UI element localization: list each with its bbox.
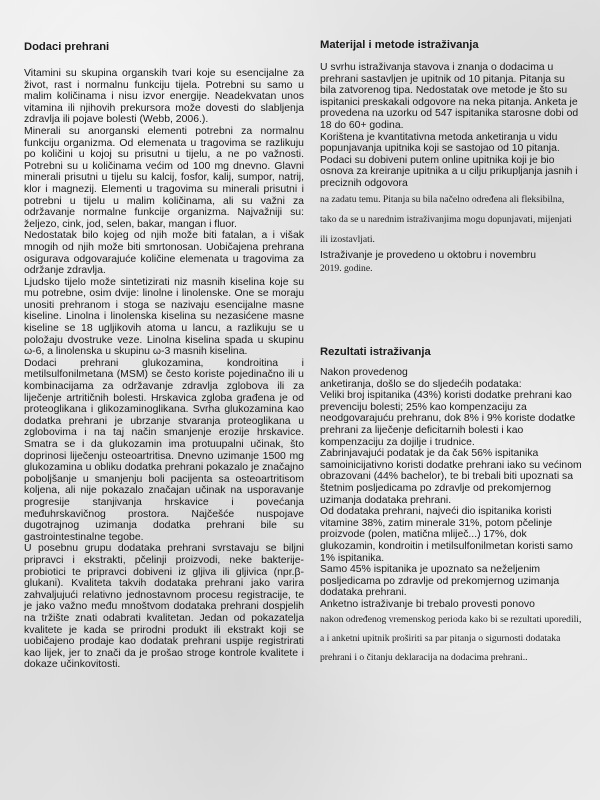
paragraph-vitamini: Vitamini su skupina organskih tvari koje su esencijalne za život, rast i normalnu funkciju tijela. Potrebni su samo u malim količinama i nisu izvor energije. Neadekvatan unos vitamina ili njihovih prekursora može dovesti do slabljenja zdravlja ili pojave bolesti (Webb, 2006.). <box>24 68 304 126</box>
paragraph-minerali: Minerali su anorganski elementi potrebni za normalnu funkciju organizma. Od elemenata u tragovima se razlikuju po količini u kojoj su prisutni u tijelu, a ne po važnosti. Potrebni su u količinama većim od 100 mg dnevno. Glavni minerali prisutni u tijelu su kalcij, fosfor, kalij, sumpor, natrij, klor i magnezij. Elementi u tragovima su minerali prisutni i potrebni u tijelu u malim količinama, ali su važni za održavanje normalne funkcije organizma. Najvažniji su: željezo, cink, jod, selen, bakar, mangan i fluor. <box>24 125 304 230</box>
section-heading-materijal: Materijal i metode istraživanja <box>320 39 479 51</box>
paragraph-biljni-pripravci: U posebnu grupu dodataka prehrani svrstavaju se biljni pripravci i ekstrakti, pčelinji proizvodi, neke bakterije-probiotici te pripravci dobiveni iz gljiva ili gljivica (npr.β-glukani). Kvaliteta takvih dodataka prehrani jako varira zahvaljujući relativno jednostavnom procesu registracije, te je jako važno među mnoštvom dodataka prehrani dospjelih na tržište znati odabrati kvalitetan. Jedan od pokazatelja kvalitete je kada se prirodni produkt ili ekstrakt koji se uobičajeno prodaje kao dodatak prehrani uspije registrirati kao lijek, jer to znači da je prošao stroge kontrole kvalitete i dokaze učinkovitosti. <box>24 543 304 671</box>
paragraph-materijal-closing: Istraživanje je provedeno u oktobru i novembru <box>320 249 537 261</box>
paragraph-masne-kiseline: Ljudsko tijelo može sintetizirati niz masnih kiselina koje su mu potrebne, osim dvije: linolne i linolenske. One se moraju unositi prehranom i stoga se nazivaju esencijalne masne kiseline. Linolna i linolenska kiselina su nezasićene masne kiseline se 18 ugljikovih atoma u lancu, a razlikuju se u položaju dvostruke veze. Linolna kiselina spada u skupinu ω-6, a linolenska u skupinu ω-3 masnih kiselina. <box>24 276 304 358</box>
section-heading-rezultati: Rezultati istraživanja <box>320 346 431 358</box>
section-heading-dodaci: Dodaci prehrani <box>24 41 110 53</box>
paragraph-materijal: U svrhu istraživanja stavova i znanja o dodacima u prehrani sastavljen je upitnik od 10 pitanja. Pitanja su bila zatvorenog tipa. Nedostatak ove metode je što su ispitanici preskakali odgovore na neka pitanja. Anketa je provedena na uzorku od 547 ispitanika starosne dobi od 18 do 60+ godina. Korištena je kvantitativna metoda anketiranja u vidu popunjavanja upitnika koji se sastojao od 10 pitanja. Podaci su dobiveni putem online upitnika koji je bio osnova za kreiranje upitnika a u cilju prikupljanja jasnih i preciznih odgovora <box>320 62 579 189</box>
paragraph-glukozamin: Dodaci prehrani glukozamina, kondroitina i metilsulfonilmetana (MSM) se često koriste pojedinačno ili u kombinacijama za održavanje zdravlja zglobova ili za liječenje artritičnih bolesti. Hrskavica zgloba građena je od proteoglikana i glikozaminoglikana. Svrha glukozamina kao dodatka prehrani je ubrzanje stvaranja proteoglikana u zglobovima i na taj način smanjenje erozije hrskavice. Smatra se i da glukozamin ima protuupalni učinak, što doprinosi liječenju osteoartritisa. Dnevno uzimanje 1500 mg glukozamina u obliku dodatka prehrani pokazalo je značajno poboljšanje u smanjenju boli pacijenta sa osteoartritisom koljena, ali nije pokazalo značajan učinak na usporavanje progresije stanjivanja hrskavice i povećanja međuhrskavičnog prostora. Najčešće nuspojave dugotrajnog uzimanja dodatka prehrani bile su gastrointestinalne tegobe. <box>24 357 304 543</box>
paragraph-rezultati-serif: nakon određenog vremenskog perioda kako bi se rezultati uporedili, a i anketni upitnik proširiti sa par pitanja o sigurnosti dodataka prehrani i o čitanju deklaracija na dodacima prehrani.. <box>320 614 582 664</box>
paragraph-nedostatak: Nedostatak bilo kojeg od njih može biti fatalan, a i višak mnogih od njih može biti smrtonosan. Uobičajena prehrana osigurava odgovarajuće količine elemenata u tragovima za održanje zdravlja. <box>24 230 304 277</box>
paragraph-materijal-serif: na zadatu temu. Pitanja su bila načelno određena ali fleksibilna, tako da se u narednim istraživanjima mogu dopunjavati, mijenjati ili izostavljati. <box>320 193 572 245</box>
paragraph-materijal-closing-year: 2019. godine. <box>320 263 373 275</box>
left-column <box>24 40 304 671</box>
right-column-rezultati <box>320 345 582 667</box>
paragraph-rezultati: Nakon provedenog anketiranja, došlo se do sljedećih podataka: Veliki broj ispitanika (43%) koristi dodatke prehrani kao prevenciju bolesti; 25% kao kompenzaciju za neodgovarajuću prehranu, dok 8% i 9% koriste dodatke prehrani za liječenje deficitarnih bolesti i kao kompenzaciju za dojilje i trudnice. Zabrinjavajući podatak je da čak 56% ispitanika samoinicijativno koristi dodatke prehrani iako su većinom obrazovani (44% bachelor), te bi trebali biti upoznati sa štetnim posljedicama po zdravlje od prekomjernog uzimanja dodataka prehrani. Od dodataka prehrani, najveći dio ispitanika koristi vitamine 38%, zatim minerale 31%, potom pčelinje proizvode (polen, matična mliječ...) 17%, dok glukozamin, kondroitin i metilsulfonilmetan koristi samo 1% ispitanika. Samo 45% ispitanika je upoznato sa neželjenim posljedicama po zdravlje od prekomjernog uzimanja dodataka prehrani. Anketno istraživanje bi trebalo provesti ponovo <box>320 367 582 610</box>
right-column-materijal <box>320 38 582 277</box>
